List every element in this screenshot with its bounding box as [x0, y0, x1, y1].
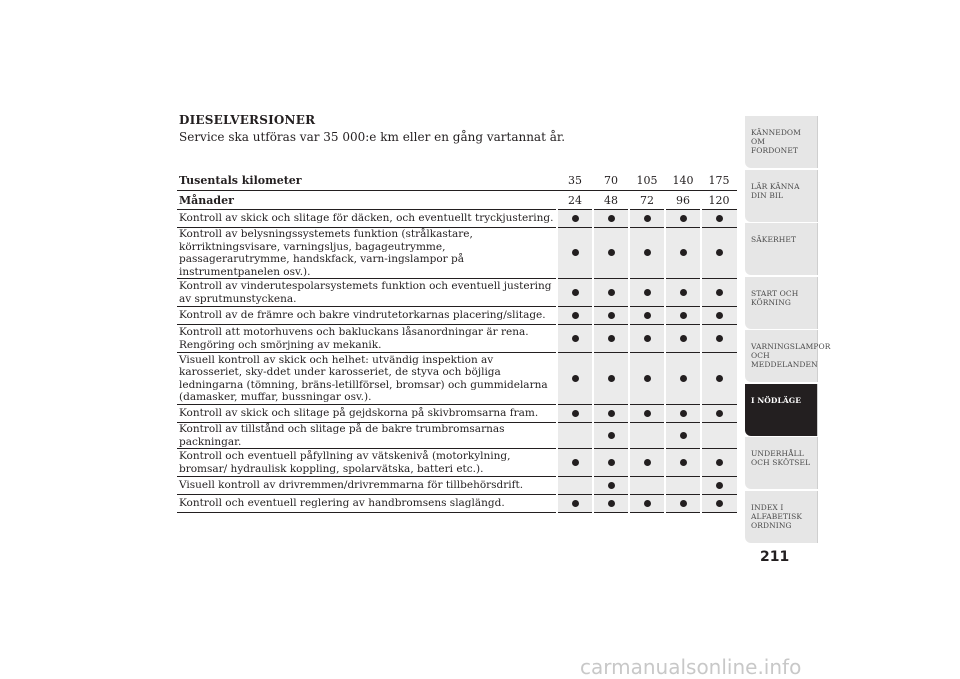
service-table [177, 154, 737, 513]
row-description: Kontroll av skick och slitage för däcken, och eventuellt tryckjustering. [177, 210, 557, 228]
interval-cell [557, 325, 593, 353]
chapter-tab[interactable]: SÄKERHET [745, 223, 818, 275]
check-dot-icon [716, 335, 723, 342]
interval-cell [629, 228, 665, 279]
row-description: Kontroll av vinderutespolarsystemets funktion och eventuell justering av sprutmunstyckena. [177, 279, 557, 307]
check-dot-icon [716, 410, 723, 417]
check-dot-icon [716, 215, 723, 222]
check-dot-icon [572, 410, 579, 417]
check-dot-icon [644, 500, 651, 507]
month-value: 96 [665, 191, 701, 210]
interval-cell [593, 405, 629, 423]
check-dot-icon [680, 432, 687, 439]
month-value: 24 [557, 191, 593, 210]
interval-cell [557, 477, 593, 495]
table-row [177, 307, 737, 325]
interval-cell [665, 307, 701, 325]
check-dot-icon [680, 375, 687, 382]
check-dot-icon [608, 335, 615, 342]
check-dot-icon [608, 500, 615, 507]
km-value: 35 [557, 154, 593, 191]
chapter-tabs [745, 116, 831, 544]
row-description: Kontroll och eventuell påfyllning av vätskenivå (motorkylning, bromsar/ hydraulisk koppling, spolarvätska, batteri etc.). [177, 449, 557, 477]
check-dot-icon [716, 289, 723, 296]
km-value: 70 [593, 154, 629, 191]
table-row [177, 279, 737, 307]
page-number: 211 [760, 549, 790, 565]
interval-cell [701, 228, 737, 279]
chapter-tab[interactable]: INDEX I ALFABETISK ORDNING [745, 491, 818, 543]
interval-cell [701, 353, 737, 405]
check-dot-icon [716, 249, 723, 256]
check-dot-icon [572, 500, 579, 507]
check-dot-icon [608, 459, 615, 466]
check-dot-icon [572, 215, 579, 222]
interval-cell [557, 279, 593, 307]
chapter-tab[interactable]: START OCH KÖRNING [745, 277, 818, 329]
interval-cell [629, 210, 665, 228]
check-dot-icon [608, 375, 615, 382]
interval-cell [629, 405, 665, 423]
row-description: Visuell kontroll av drivremmen/drivremmarna för tillbehörsdrift. [177, 477, 557, 495]
interval-cell [593, 279, 629, 307]
interval-cell [557, 228, 593, 279]
chapter-tab[interactable]: UNDERHÅLL OCH SKÖTSEL [745, 437, 818, 489]
row-description: Kontroll och eventuell reglering av handbromsens slaglängd. [177, 495, 557, 513]
row-description: Kontroll av belysningssystemets funktion (strålkastare, körriktningsvisare, varningsljus, bagageutrymme, passagerarutrymme, handskfack, varn-ingslampor på instrumentpanelen osv.). [177, 228, 557, 279]
interval-cell [701, 279, 737, 307]
interval-cell [593, 353, 629, 405]
check-dot-icon [572, 289, 579, 296]
month-label: Månader [177, 191, 557, 210]
row-description: Kontroll att motorhuvens och bakluckans låsanordningar är rena. Rengöring och smörjning av mekanik. [177, 325, 557, 353]
interval-cell [593, 325, 629, 353]
interval-cell [665, 405, 701, 423]
table-row [177, 325, 737, 353]
interval-cell [665, 325, 701, 353]
interval-cell [701, 477, 737, 495]
interval-cell [593, 228, 629, 279]
check-dot-icon [716, 375, 723, 382]
interval-cell [701, 307, 737, 325]
check-dot-icon [608, 249, 615, 256]
check-dot-icon [572, 335, 579, 342]
check-dot-icon [644, 459, 651, 466]
interval-cell [629, 477, 665, 495]
check-dot-icon [608, 215, 615, 222]
km-header-row [177, 154, 737, 191]
check-dot-icon [716, 312, 723, 319]
check-dot-icon [716, 500, 723, 507]
page-title: DIESELVERSIONER [179, 113, 316, 127]
interval-cell [629, 449, 665, 477]
table-row [177, 228, 737, 279]
km-value: 140 [665, 154, 701, 191]
interval-cell [701, 405, 737, 423]
interval-cell [557, 405, 593, 423]
interval-cell [665, 353, 701, 405]
check-dot-icon [680, 249, 687, 256]
interval-cell [629, 279, 665, 307]
interval-cell [665, 210, 701, 228]
interval-cell [593, 477, 629, 495]
interval-cell [629, 423, 665, 449]
interval-cell [701, 423, 737, 449]
check-dot-icon [716, 482, 723, 489]
check-dot-icon [716, 459, 723, 466]
check-dot-icon [572, 249, 579, 256]
table-row [177, 353, 737, 405]
check-dot-icon [608, 410, 615, 417]
interval-cell [701, 325, 737, 353]
interval-cell [665, 477, 701, 495]
check-dot-icon [644, 335, 651, 342]
km-value: 175 [701, 154, 737, 191]
check-dot-icon [644, 312, 651, 319]
interval-cell [665, 228, 701, 279]
watermark: carmanualsonline.info [580, 655, 802, 679]
check-dot-icon [680, 335, 687, 342]
check-dot-icon [680, 289, 687, 296]
chapter-tab[interactable]: VARNINGSLAMPOR OCH MEDDELANDEN [745, 330, 818, 382]
interval-cell [557, 353, 593, 405]
interval-cell [557, 307, 593, 325]
check-dot-icon [608, 432, 615, 439]
check-dot-icon [680, 312, 687, 319]
interval-cell [629, 307, 665, 325]
interval-cell [593, 210, 629, 228]
interval-cell [593, 423, 629, 449]
interval-cell [557, 210, 593, 228]
page-subtitle: Service ska utföras var 35 000:e km eller en gång vartannat år. [179, 130, 566, 144]
interval-cell [593, 495, 629, 513]
month-value: 72 [629, 191, 665, 210]
interval-cell [593, 307, 629, 325]
interval-cell [557, 423, 593, 449]
check-dot-icon [680, 459, 687, 466]
check-dot-icon [572, 375, 579, 382]
interval-cell [629, 495, 665, 513]
row-description: Kontroll av skick och slitage på gejdskorna på skivbromsarna fram. [177, 405, 557, 423]
service-table-container [177, 154, 737, 513]
interval-cell [701, 449, 737, 477]
month-header-row [177, 191, 737, 210]
chapter-tab[interactable]: KÄNNEDOM OM FORDONET [745, 116, 818, 168]
chapter-tab[interactable]: LÄR KÄNNA DIN BIL [745, 170, 818, 222]
check-dot-icon [608, 289, 615, 296]
check-dot-icon [680, 500, 687, 507]
check-dot-icon [572, 312, 579, 319]
interval-cell [557, 495, 593, 513]
chapter-tab[interactable]: I NÖDLÄGE [745, 384, 818, 436]
interval-cell [557, 449, 593, 477]
row-description: Kontroll av tillstånd och slitage på de bakre trumbromsarnas packningar. [177, 423, 557, 449]
interval-cell [665, 495, 701, 513]
row-description: Kontroll av de främre och bakre vindrutetorkarnas placering/slitage. [177, 307, 557, 325]
check-dot-icon [644, 289, 651, 296]
interval-cell [593, 449, 629, 477]
check-dot-icon [680, 215, 687, 222]
check-dot-icon [572, 459, 579, 466]
interval-cell [665, 279, 701, 307]
month-value: 120 [701, 191, 737, 210]
table-row [177, 210, 737, 228]
table-row [177, 423, 737, 449]
check-dot-icon [644, 375, 651, 382]
interval-cell [629, 353, 665, 405]
interval-cell [665, 423, 701, 449]
row-description: Visuell kontroll av skick och helhet: utvändig inspektion av karosseriet, sky-ddet under karosseriet, de styva och böjliga ledningarna (tömning, bräns-letillförsel, bromsar) och gummidelarna (damasker, muffar, bussningar osv.). [177, 353, 557, 405]
check-dot-icon [644, 249, 651, 256]
check-dot-icon [608, 482, 615, 489]
check-dot-icon [680, 410, 687, 417]
table-row [177, 405, 737, 423]
table-row [177, 449, 737, 477]
interval-cell [629, 325, 665, 353]
check-dot-icon [608, 312, 615, 319]
check-dot-icon [644, 410, 651, 417]
km-value: 105 [629, 154, 665, 191]
check-dot-icon [644, 215, 651, 222]
interval-cell [665, 449, 701, 477]
interval-cell [701, 210, 737, 228]
table-row [177, 495, 737, 513]
interval-cell [701, 495, 737, 513]
month-value: 48 [593, 191, 629, 210]
km-label: Tusentals kilometer [177, 154, 557, 191]
table-row [177, 477, 737, 495]
